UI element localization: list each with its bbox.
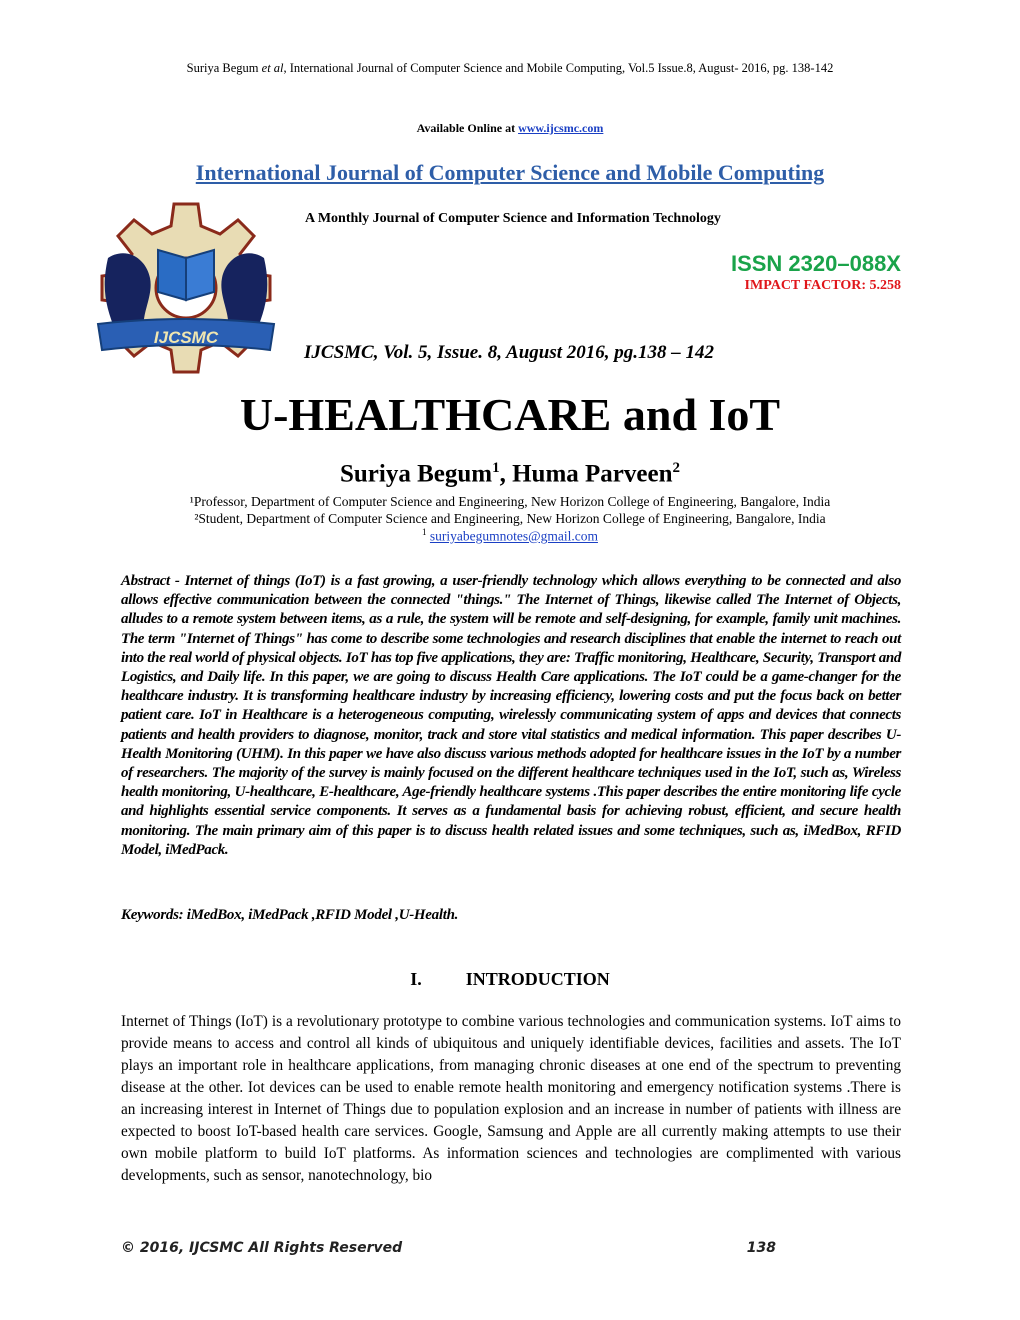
page-number: 138 (746, 1240, 776, 1256)
authors: Suriya Begum$^1$, Huma Parveen$^2$ (340, 460, 680, 488)
volume-info: IJCSMC, Vol. 5, Issue. 8, August 2016, pg.138 – 142 (304, 342, 715, 363)
section-heading: I. INTRODUCTION (410, 969, 610, 989)
journal-title-link[interactable]: International Journal of Computer Science and Mobile Computing (195, 160, 825, 185)
affiliation-2: ²Student, Department of Computer Science and Engineering, New Horizon College of Engineering, Bangalore, India (194, 511, 826, 526)
page-footer: © 2016, IJCSMC All Rights Reserved 138 (121, 1240, 776, 1256)
affiliation-1: ¹Professor, Department of Computer Science and Engineering, New Horizon College of Engineering, Bangalore, India (189, 494, 831, 509)
introduction-text: Internet of Things (IoT) is a revolutionary prototype to combine various technologies and communication systems. IoT aims to provide means to access and control all kinds of ubiquitous and uniquely identifiable devices, facilities and assets. The IoT plays an important role in healthcare applications, from managing chronic diseases at one end of the spectrum to preventing disease at the other. Iot devices can be used to enable remote health monitoring and emergency notification systems .There is an increasing interest in Internet of Things due to population explosion and an increase in number of patients with illness are expected to boost IoT-based health care services. Google, Samsung and Apple are all currently making attempts to use their own mobile platform to build IoT platforms. As information sciences and technologies are complimented with various developments, such as sensor, nanotechnology, bio (121, 1013, 901, 1184)
website-link[interactable]: www.ijcsmc.com (518, 121, 604, 135)
journal-subtitle: A Monthly Journal of Computer Science and Information Technology (305, 211, 721, 226)
journal-logo (96, 200, 276, 380)
author-email: $^1$ suriyabegumnotes@gmail.com (422, 527, 598, 544)
impact-factor: IMPACT FACTOR: 5.258 (744, 278, 901, 293)
abstract: Abstract - Internet of things (IoT) is a fast growing, a user-friendly technology which allows everything to be connected and also allows effective communication between the connected "things." The Internet of Things, likewise called The Internet of Objects, alludes to a remote system between items, as a rule, the system will be remote and self-designing, for example, family unit machines. The term "Internet of Things" has come to describe some technologies and research disciplines that enable the internet to reach out into the real world of physical objects. IoT has top five applications, they are: Traffic monitoring, Healthcare, Security, Transport and Logistics, and Daily life. In this paper, we are going to discuss Health Care applications. The IoT could be a game-changer for the healthcare industry. It is transforming healthcare industry by increasing efficiency, lowering costs and put the focus back on better patient care. IoT in Healthcare is a heterogeneous computing, wirelessly communicating system of apps and devices that connects patients and health providers to diagnose, monitor, track and store vital statistics and medical information. This paper describes U-Health Monitoring (UHM). In this paper we have also discuss various methods adopted for healthcare issues in the IoT by a number of researchers. The majority of the survey is mainly focused on the different healthcare techniques used in the IoT, such as, Wireless health monitoring, U-healthcare, E-healthcare, Age-friendly healthcare systems .This paper describes the entire monitoring life cycle and highlights essential service components. It serves as a fundamental basis for achieving robust, efficient, and secure health monitoring. The main primary aim of this paper is to discuss health related issues and some techniques, such as, iMedBox, RFID Model, iMedPack. (121, 573, 901, 858)
svg-text:IJCSMC: IJCSMC (153, 328, 219, 347)
available-online: Available Online at www.ijcsmc.com (416, 121, 604, 135)
journal-title (0, 160, 1020, 186)
email-link[interactable]: suriyabegumnotes@gmail.com (429, 528, 598, 544)
keywords: Keywords: iMedBox, iMedPack ,RFID Model ,U-Health. (121, 907, 459, 923)
issn: ISSN 2320–088X (730, 251, 901, 276)
paper-title: U-HEALTHCARE and IoT (239, 389, 781, 440)
running-header: Suriya Begum et al, International Journal of Computer Science and Mobile Computing, Vol.5 Issue.8, August- 2016, pg. 138-142 (186, 61, 834, 75)
